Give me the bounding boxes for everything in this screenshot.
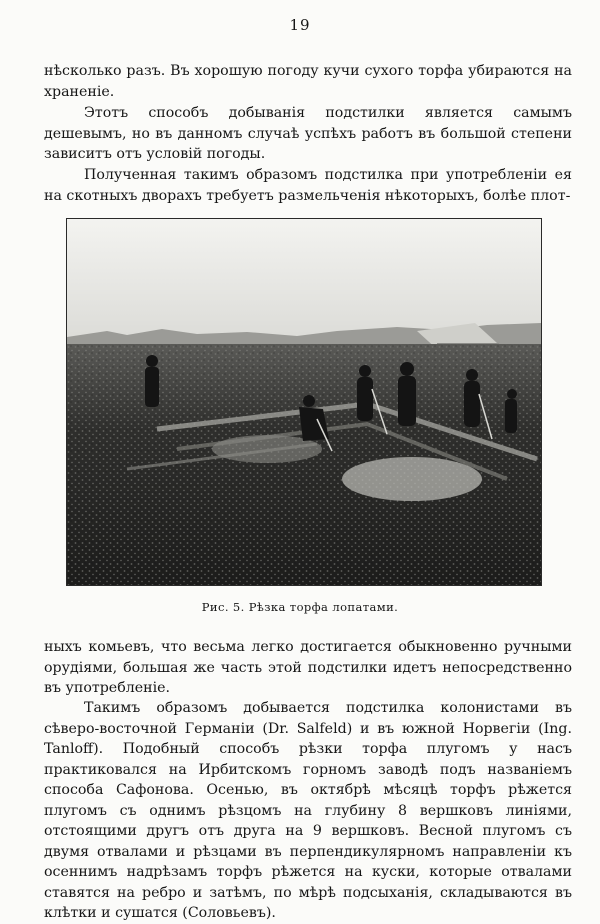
paragraph-bedding-use: Полученная такимъ образомъ подстилка при употребленіи ея на скотныхъ дворахъ требуетъ размельченія нѣкоторыхъ, болѣе плот- [44,167,572,204]
paragraph-cheap-method: Этотъ способъ добыванія подстилки является самымъ дешевымъ, но въ данномъ случаѣ успѣхъ работъ въ большой степени зависитъ отъ условій погоды. [44,105,572,162]
page-number: 19 [289,16,311,34]
paragraph-clods: ныхъ комьевъ, что весьма легко достигается обыкновенно ручными орудіями, большая же часть этой подстилки идетъ непосредственно въ употребленіе. [44,639,572,696]
peat-cutting-photo [66,218,542,586]
paragraph-continuation: нѣсколько разъ. Въ хорошую погоду кучи сухого торфа убираются на храненіе. [44,63,572,100]
figure-caption: Рис. 5. Рѣзка торфа лопатами. [201,600,399,614]
paragraph-plough-method: Такимъ образомъ добывается подстилка колонистами въ сѣверо-восточной Германіи (Dr. Salfeld) и въ южной Норвегіи (Ing. Tanloff). Подобный способъ рѣзки торфа плугомъ у насъ практиковался на Ирбитскомъ горномъ заводѣ подъ названіемъ способа Сафонова. Осенью, въ октябрѣ мѣсяцѣ торфъ рѣжется плугомъ съ однимъ рѣзцомъ на глубину 8 вершковъ линіями, отстоящими другъ отъ друга на 9 вершковъ. Весной плугомъ съ двумя отвалами и рѣзцами въ перпендикулярномъ направленіи къ осеннимъ надрѣзамъ торфъ рѣжется на куски, которые отвалами ставятся на ребро и затѣмъ, по мѣрѣ подсыханія, складываются въ клѣтки и сушатся (Соловьевъ). [44,700,572,921]
